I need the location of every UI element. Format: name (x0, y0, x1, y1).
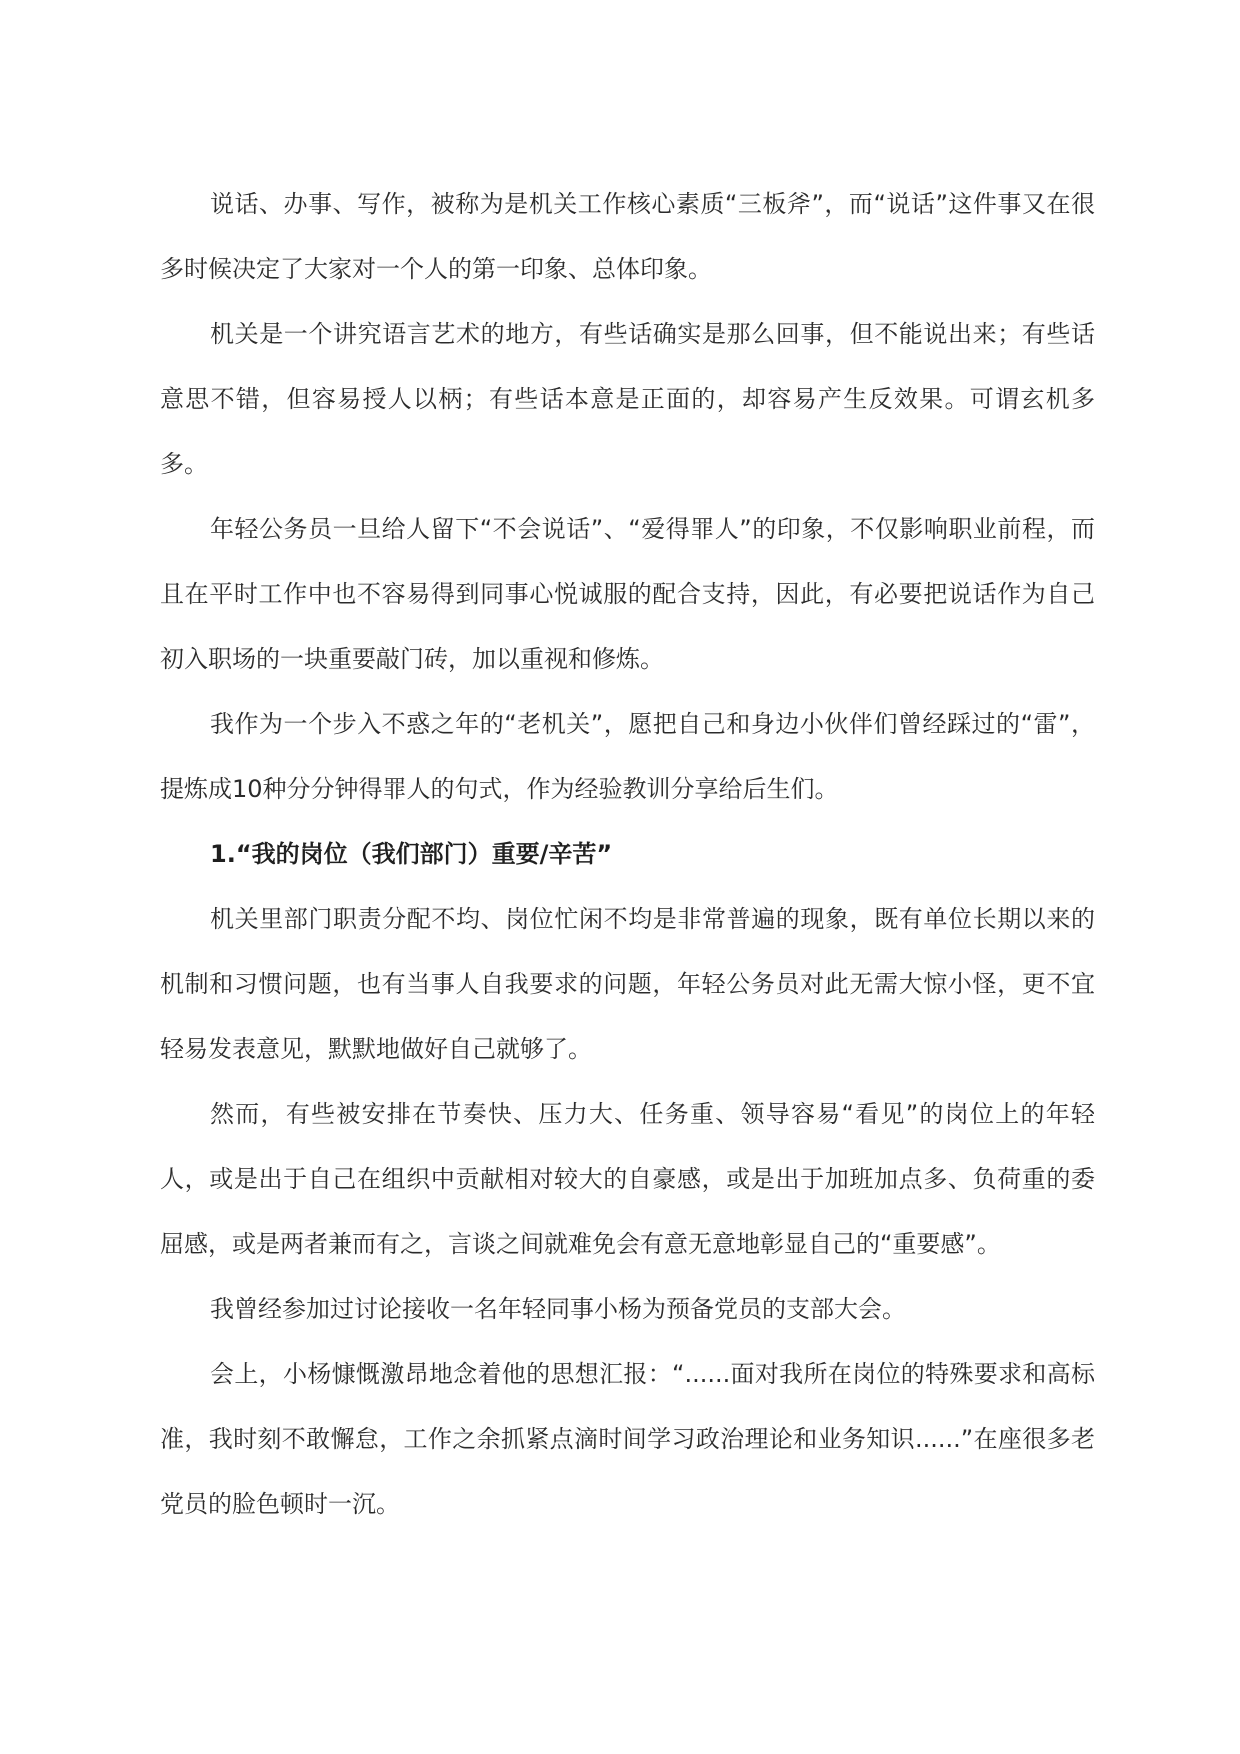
section-paragraph-3: 我曾经参加过讨论接收一名年轻同事小杨为预备党员的支部大会。 (210, 1295, 906, 1323)
paragraph-4: 我作为一个步入不惑之年的“老机关”，愿把自己和身边小伙伴们曾经踩过的“雷”，提炼成10种分分钟得罪人的句式，作为经验教训分享给后生们。 (160, 710, 1095, 803)
section-paragraph-4: 会上，小杨慷慨激昂地念着他的思想汇报：“......面对我所在岗位的特殊要求和高标准，我时刻不敢懈怠，工作之余抓紧点滴时间学习政治理论和业务知识......”在座很多老党员的脸色顿时一沉。 (160, 1360, 1095, 1518)
document-body (160, 172, 1095, 1537)
paragraph-3: 年轻公务员一旦给人留下“不会说话”、“爱得罪人”的印象，不仅影响职业前程，而且在平时工作中也不容易得到同事心悦诚服的配合支持，因此，有必要把说话作为自己初入职场的一块重要敲门砖，加以重视和修炼。 (160, 515, 1095, 673)
paragraph-1: 说话、办事、写作，被称为是机关工作核心素质“三板斧”，而“说话”这件事又在很多时候决定了大家对一个人的第一印象、总体印象。 (160, 190, 1095, 283)
paragraph-2: 机关是一个讲究语言艺术的地方，有些话确实是那么回事，但不能说出来；有些话意思不错，但容易授人以柄；有些话本意是正面的，却容易产生反效果。可谓玄机多多。 (160, 320, 1095, 478)
section-paragraph-2: 然而，有些被安排在节奏快、压力大、任务重、领导容易“看见”的岗位上的年轻人，或是出于自己在组织中贡献相对较大的自豪感，或是出于加班加点多、负荷重的委屈感，或是两者兼而有之，言谈之间就难免会有意无意地彰显自己的“重要感”。 (160, 1100, 1095, 1258)
section-heading: 1.“我的岗位（我们部门）重要/辛苦” (210, 840, 613, 868)
section-paragraph-1: 机关里部门职责分配不均、岗位忙闲不均是非常普遍的现象，既有单位长期以来的机制和习惯问题，也有当事人自我要求的问题，年轻公务员对此无需大惊小怪，更不宜轻易发表意见，默默地做好自己就够了。 (160, 905, 1095, 1063)
